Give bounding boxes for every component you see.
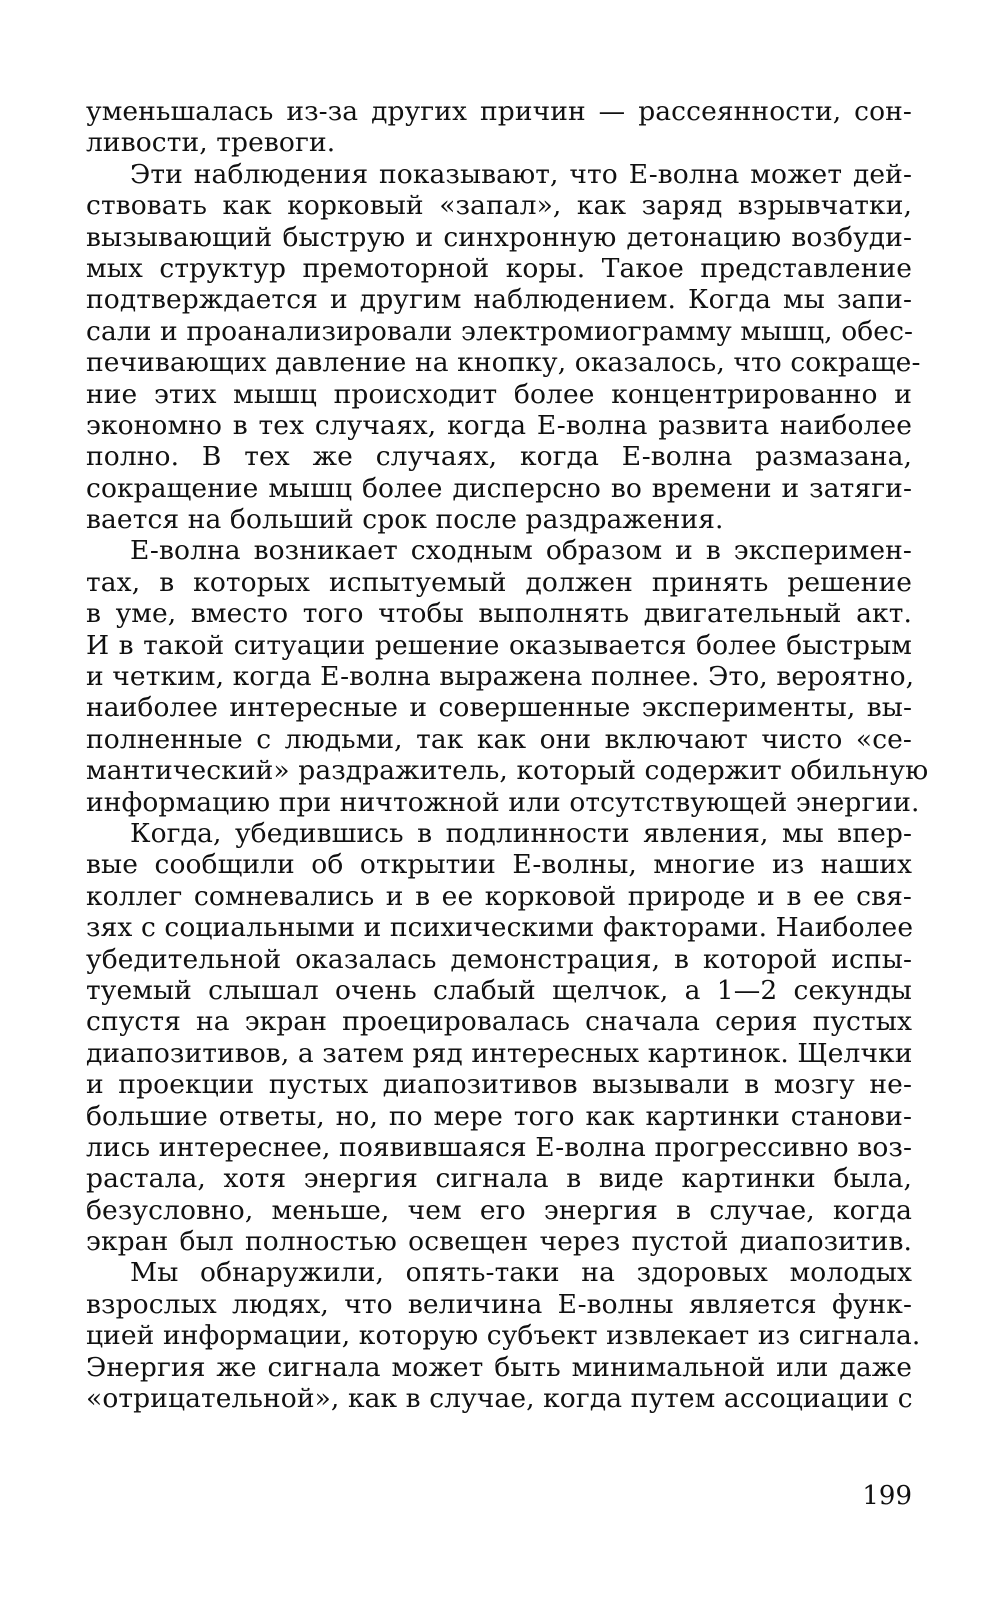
text-line: наиболее интересные и совершенные эксперименты, вы- [86,692,912,724]
text-line: вается на больший срок после раздражения. [86,504,724,536]
text-line: тах, в которых испытуемый должен принять решение [86,566,912,598]
text-line: ние этих мышц происходит более концентрированно и [86,378,912,410]
text-line: взрослых людях, что величина E-волны является функ- [86,1288,912,1320]
text-line: «отрицательной», как в случае, когда путем ассоциации с [86,1383,913,1415]
text-line: ливости, тревоги. [86,127,336,159]
text-line: коллег сомневались и в ее корковой природе и в ее свя- [86,880,912,912]
text-line: туемый слышал очень слабый щелчок, а 1—2 секунды [86,974,912,1006]
text-line: Энергия же сигнала может быть минимальной или даже [86,1351,912,1383]
text-line: сали и проанализировали электромиограмму мышц, обес- [86,315,914,347]
text-line: ствовать как корковый «запал», как заряд взрывчатки, [86,190,912,222]
text-line: и проекции пустых диапозитивов вызывали в мозгу не- [86,1069,912,1101]
text-line: Мы обнаружили, опять-таки на здоровых молодых [130,1257,912,1289]
text-line: безусловно, меньше, чем его энергия в случае, когда [86,1194,912,1226]
text-line: мантический» раздражитель, который содержит обильную [86,755,929,787]
text-line: полно. В тех же случаях, когда E-волна размазана, [86,441,912,473]
paragraph-4 [86,818,912,1257]
text-line: спустя на экран проецировалась сначала серия пустых [86,1006,912,1038]
page-number: 199 [862,1481,912,1511]
text-line: печивающих давление на кнопку, оказалось, что сокраще- [86,347,921,379]
paragraph-3 [86,535,929,818]
text-line: растала, хотя энергия сигнала в виде картинки была, [86,1163,912,1195]
text-line: подтверждается и другим наблюдением. Когда мы запи- [86,284,912,316]
text-line: лись интереснее, появившаяся E-волна прогрессивно воз- [86,1131,912,1163]
text-line: сокращение мышц более дисперсно во времени и затяги- [86,472,912,504]
text-line: информацию при ничтожной или отсутствующей энергии. [86,786,920,818]
text-line: большие ответы, но, по мере того как картинки станови- [86,1100,912,1132]
text-line: полненные с людьми, так как они включают чисто «се- [86,723,912,755]
text-line: вызывающий быструю и синхронную детонацию возбуди- [86,221,912,253]
text-line: мых структур премоторной коры. Такое представление [86,252,912,284]
page-body [86,96,929,1415]
text-line: цией информации, которую субъект извлекает из сигнала. [86,1320,921,1352]
paragraph-2 [86,158,921,536]
text-line: Когда, убедившись в подлинности явления, мы впер- [130,817,912,849]
paragraph-5 [86,1257,921,1415]
text-line: и четким, когда E-волна выражена полнее. Это, вероятно, [86,661,915,693]
text-line: убедительной оказалась демонстрация, в которой испы- [86,943,912,975]
text-line: И в такой ситуации решение оказывается более быстрым [86,629,912,661]
text-line: вые сообщили об открытии E-волны, многие из наших [86,849,912,881]
text-line: экран был полностью освещен через пустой диапозитив. [86,1226,912,1258]
text-line: уменьшалась из-за других причин — рассеянности, сон- [86,96,912,127]
text-line: зях с социальными и психическими факторами. Наиболее [86,912,914,944]
paragraph-1 [86,96,912,159]
text-line: Эти наблюдения показывают, что E-волна может дей- [130,158,912,190]
text-line: диапозитивов, а затем ряд интересных картинок. Щелчки [86,1037,913,1069]
text-line: в уме, вместо того чтобы выполнять двигательный акт. [86,598,912,630]
text-line: экономно в тех случаях, когда E-волна развита наиболее [86,409,912,441]
text-line: E-волна возникает сходным образом и в эксперимен- [130,535,912,567]
